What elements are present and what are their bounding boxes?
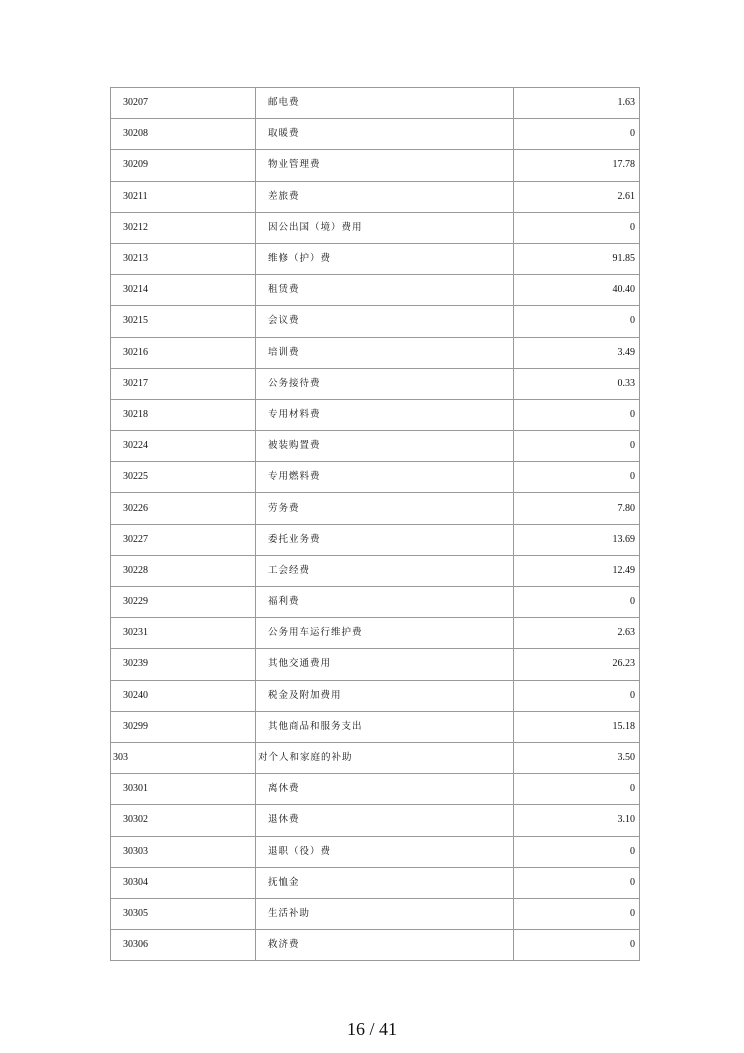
table-row (111, 836, 640, 867)
cell-amount: 0 (514, 587, 640, 618)
cell-amount: 91.85 (514, 243, 640, 274)
cell-code: 30301 (111, 774, 256, 805)
table-row (111, 618, 640, 649)
cell-code: 30215 (111, 306, 256, 337)
cell-amount: 13.69 (514, 524, 640, 555)
cell-code: 30212 (111, 212, 256, 243)
cell-code: 30211 (111, 181, 256, 212)
table-row (111, 275, 640, 306)
cell-amount: 0 (514, 119, 640, 150)
table-row (111, 867, 640, 898)
table-row (111, 742, 640, 773)
cell-amount: 0.33 (514, 368, 640, 399)
cell-name: 其他交通费用 (256, 649, 514, 680)
cell-amount: 15.18 (514, 711, 640, 742)
table-row (111, 306, 640, 337)
cell-amount: 0 (514, 431, 640, 462)
cell-code: 30303 (111, 836, 256, 867)
cell-code: 30209 (111, 150, 256, 181)
table-row (111, 493, 640, 524)
cell-name: 维修（护）费 (256, 243, 514, 274)
cell-name: 救济费 (256, 930, 514, 961)
cell-code: 30216 (111, 337, 256, 368)
cell-code: 30218 (111, 399, 256, 430)
table-row (111, 431, 640, 462)
cell-code: 30239 (111, 649, 256, 680)
cell-code: 30224 (111, 431, 256, 462)
cell-amount: 0 (514, 930, 640, 961)
cell-code: 30217 (111, 368, 256, 399)
table-row (111, 243, 640, 274)
cell-name: 福利费 (256, 587, 514, 618)
cell-amount: 3.49 (514, 337, 640, 368)
cell-name: 差旅费 (256, 181, 514, 212)
cell-amount: 12.49 (514, 555, 640, 586)
cell-amount: 0 (514, 462, 640, 493)
cell-code: 30208 (111, 119, 256, 150)
table-row (111, 587, 640, 618)
cell-name: 专用燃料费 (256, 462, 514, 493)
cell-amount: 0 (514, 680, 640, 711)
cell-amount: 0 (514, 212, 640, 243)
cell-name: 邮电费 (256, 88, 514, 119)
table-row (111, 805, 640, 836)
table-row (111, 181, 640, 212)
cell-amount: 26.23 (514, 649, 640, 680)
cell-name: 生活补助 (256, 898, 514, 929)
table-row (111, 368, 640, 399)
cell-name: 租赁费 (256, 275, 514, 306)
table-row (111, 462, 640, 493)
cell-amount: 1.63 (514, 88, 640, 119)
table-row (111, 555, 640, 586)
cell-name: 取暖费 (256, 119, 514, 150)
cell-code: 30240 (111, 680, 256, 711)
cell-name: 委托业务费 (256, 524, 514, 555)
cell-code: 30304 (111, 867, 256, 898)
cell-code: 30213 (111, 243, 256, 274)
table-row (111, 150, 640, 181)
cell-code: 30231 (111, 618, 256, 649)
cell-amount: 2.61 (514, 181, 640, 212)
cell-amount: 0 (514, 898, 640, 929)
cell-name: 其他商品和服务支出 (256, 711, 514, 742)
table-row (111, 337, 640, 368)
expenditure-table (110, 87, 640, 961)
cell-amount: 3.10 (514, 805, 640, 836)
cell-code: 303 (111, 742, 256, 773)
cell-code: 30214 (111, 275, 256, 306)
cell-name: 离休费 (256, 774, 514, 805)
cell-amount: 0 (514, 306, 640, 337)
cell-name: 被装购置费 (256, 431, 514, 462)
cell-name: 劳务费 (256, 493, 514, 524)
cell-amount: 0 (514, 836, 640, 867)
cell-name: 会议费 (256, 306, 514, 337)
cell-amount: 3.50 (514, 742, 640, 773)
cell-name: 对个人和家庭的补助 (256, 742, 514, 773)
cell-name: 培训费 (256, 337, 514, 368)
table-row (111, 930, 640, 961)
expenditure-table-body (111, 88, 640, 961)
cell-code: 30228 (111, 555, 256, 586)
cell-code: 30305 (111, 898, 256, 929)
cell-code: 30302 (111, 805, 256, 836)
cell-name: 公务用车运行维护费 (256, 618, 514, 649)
cell-name: 公务接待费 (256, 368, 514, 399)
cell-name: 因公出国（境）费用 (256, 212, 514, 243)
table-row (111, 212, 640, 243)
cell-name: 退休费 (256, 805, 514, 836)
table-row (111, 88, 640, 119)
cell-code: 30225 (111, 462, 256, 493)
cell-code: 30299 (111, 711, 256, 742)
cell-code: 30227 (111, 524, 256, 555)
cell-amount: 0 (514, 399, 640, 430)
table-row (111, 774, 640, 805)
cell-code: 30207 (111, 88, 256, 119)
table-row (111, 119, 640, 150)
cell-name: 抚恤金 (256, 867, 514, 898)
cell-name: 工会经费 (256, 555, 514, 586)
cell-name: 税金及附加费用 (256, 680, 514, 711)
cell-name: 退职（役）费 (256, 836, 514, 867)
table-row (111, 680, 640, 711)
table-row (111, 898, 640, 929)
cell-amount: 40.40 (514, 275, 640, 306)
cell-amount: 0 (514, 867, 640, 898)
table-row (111, 399, 640, 430)
table-row (111, 524, 640, 555)
cell-code: 30229 (111, 587, 256, 618)
cell-code: 30226 (111, 493, 256, 524)
cell-name: 专用材料费 (256, 399, 514, 430)
page-number: 16 / 41 (346, 1019, 397, 1039)
cell-amount: 0 (514, 774, 640, 805)
table-row (111, 649, 640, 680)
cell-amount: 2.63 (514, 618, 640, 649)
cell-amount: 7.80 (514, 493, 640, 524)
cell-name: 物业管理费 (256, 150, 514, 181)
table-row (111, 711, 640, 742)
cell-amount: 17.78 (514, 150, 640, 181)
cell-code: 30306 (111, 930, 256, 961)
